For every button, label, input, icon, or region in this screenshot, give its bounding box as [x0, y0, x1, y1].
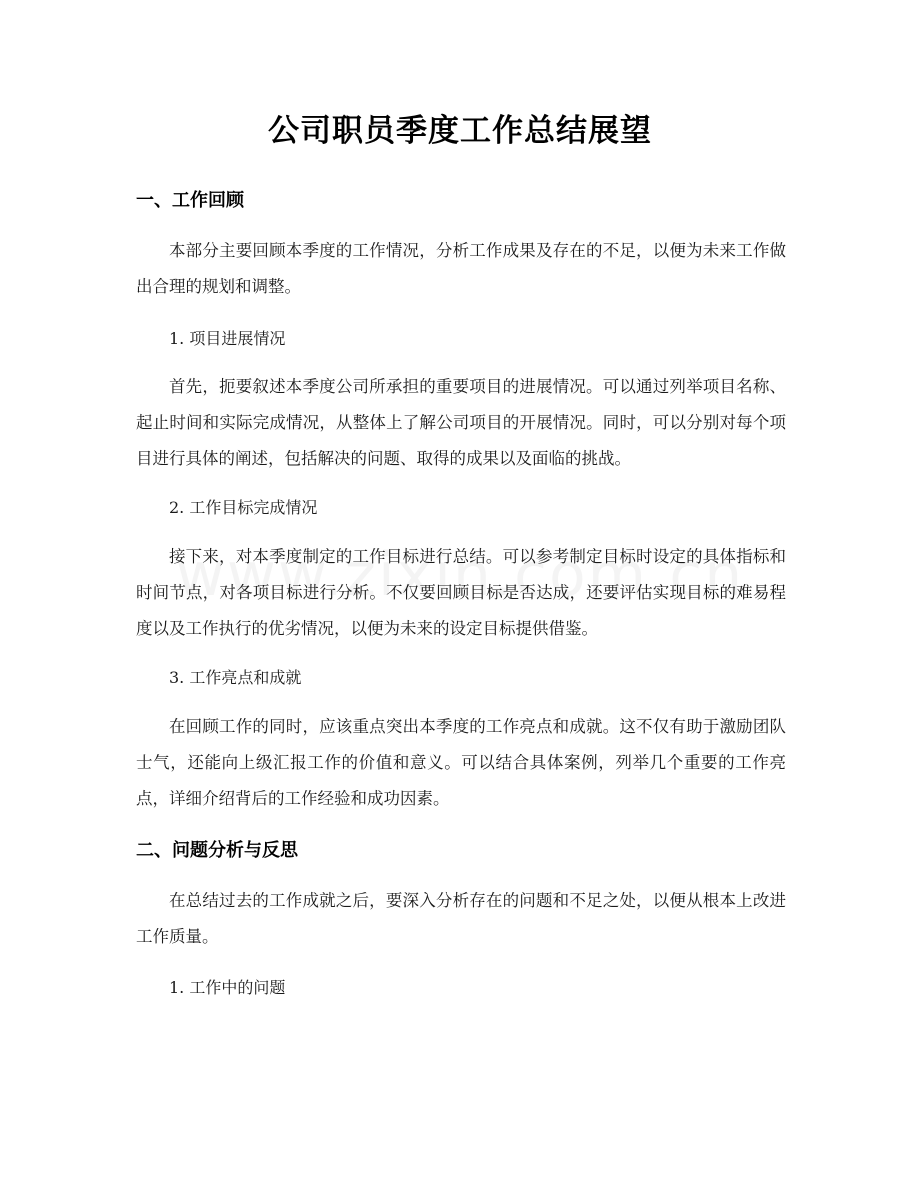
section-heading-problems: 二、问题分析与反思: [136, 840, 298, 861]
section-intro-problems: 在总结过去的工作成就之后，要深入分析存在的问题和不足之处，以便从根本上改进工作质量。: [136, 891, 786, 946]
paragraph-goal-completion: 接下来，对本季度制定的工作目标进行总结。可以参考制定目标时设定的具体指标和时间节点，对各项目标进行分析。不仅要回顾目标是否达成，还要评估实现目标的难易程度以及工作执行的优劣情况，以便为未来的设定目标提供借鉴。: [136, 547, 786, 638]
paragraph-highlights: 在回顾工作的同时，应该重点突出本季度的工作亮点和成就。这不仅有助于激励团队士气，还能向上级汇报工作的价值和意义。可以结合具体案例，列举几个重要的工作亮点，详细介绍背后的工作经验和成功因素。: [136, 717, 786, 808]
section-heading-review: 一、工作回顾: [136, 190, 244, 211]
document-title: 公司职员季度工作总结展望: [268, 113, 652, 149]
subheading-goal-completion: 2. 工作目标完成情况: [169, 498, 318, 517]
subheading-project-progress: 1. 项目进展情况: [169, 329, 286, 348]
section-intro-review: 本部分主要回顾本季度的工作情况，分析工作成果及存在的不足，以便为未来工作做出合理的规划和调整。: [136, 241, 786, 296]
subheading-highlights: 3. 工作亮点和成就: [169, 668, 302, 687]
paragraph-project-progress: 首先，扼要叙述本季度公司所承担的重要项目的进展情况。可以通过列举项目名称、起止时间和实际完成情况，从整体上了解公司项目的开展情况。同时，可以分别对每个项目进行具体的阐述，包括解决的问题、取得的成果以及面临的挑战。: [136, 377, 786, 468]
subheading-work-problems: 1. 工作中的问题: [169, 978, 286, 997]
